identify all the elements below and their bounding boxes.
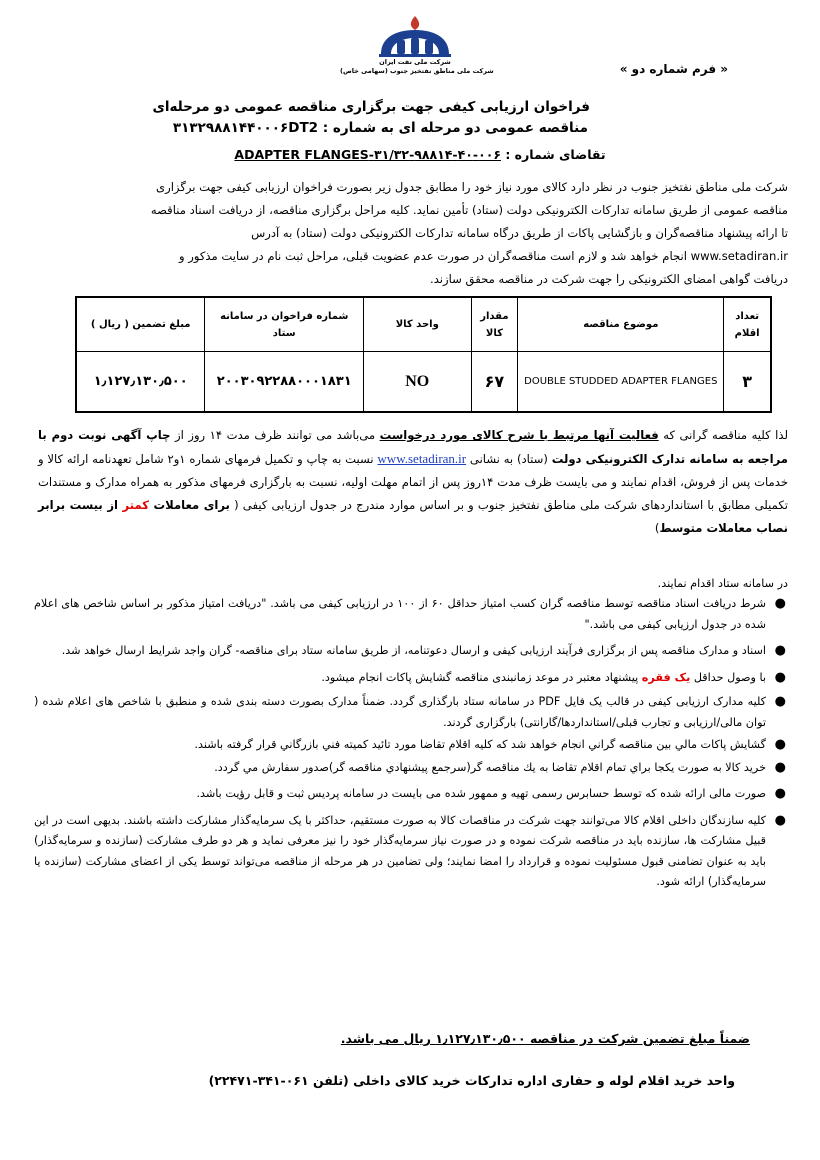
list-item-text: کلیه سازندگان داخلی اقلام کالا می‌توانند جهت شرکت در مناقصات کالا به صورت مستقیم، حداکثر با یک سرمایه‌گذار مشارکت داشته باشند. بدیهی است در این قبیل مشارکت ها، سازنده باید در مناقصه شرکت نموده و در صورت نیاز سرمایه‌گذار خود را نیز معرفی نماید و هر دو طرف مشارکت (سازنده و سرمایه‌گذار) باید به عنوان تضامنی قبول مسئولیت نموده و قرارداد را امضا نمایند؛ ولی تضامین در هر مرحله از مناقصه می‌تواند توسط یکی از اعضای مشارکت (سازنده یا سرمایه‌گذار) ارائه شود. <box>34 813 766 888</box>
bullet-icon: ● <box>774 596 786 611</box>
para-text: لذا کلیه مناقصه گرانی که <box>658 428 788 442</box>
col-qty-header: مقدار کالا <box>471 297 518 352</box>
page-title: فراخوان ارزیابی کیفی جهت برگزاری مناقصه عمومی دو مرحله‌ای <box>152 99 590 115</box>
col-call-header: شماره فراخوان در سامانه ستاد <box>205 297 364 352</box>
intro-line: www.setadiran.ir انجام خواهد شد و لازم است مناقصه‌گران در صورت عدم عضویت قبلی، مراحل ثبت نام در سایت مذکور و <box>178 249 788 263</box>
list-item-text: کلیه مدارک ارزیابی کیفی در قالب یک فایل PDF در سامانه ستاد بارگذاری گردد. ضمناً مدارک بصورت دسته بندی شده و منطبق با شاخص های اعلام شده ( توان مالی/ارزیابی و تجارب قبلی/استانداردها/گارانتی) بارگزاری گردند. <box>34 695 766 729</box>
instructions-paragraph <box>38 424 788 540</box>
cell-subject: DOUBLE STUDDED ADAPTER FLANGES <box>518 352 724 413</box>
company-name-line1: شرکت ملی نفت ایران <box>379 58 451 66</box>
list-item-red: یک فقره <box>641 670 691 684</box>
request-number: ۰۰۶-۴۰-۹۸۸۱۴-۳۱/۳۲-ADAPTER FLANGES <box>234 147 501 162</box>
list-item <box>34 811 786 893</box>
bullet-icon: ● <box>774 737 786 752</box>
footer-unit: واحد خرید اقلام لوله و حفاری اداره تدارکات خرید کالای داخلی (تلفن ۰۶۱-۳۴۱-۲۲۴۷۱) <box>208 1073 735 1088</box>
company-logo <box>340 14 494 76</box>
para-bold: از بیست برابر نصاب معاملات متوسط <box>38 498 788 535</box>
intro-line: تا ارائه پیشنهاد مناقصه‌گران و بازگشایی پاکات از طریق درگاه سامانه تدارکات الکترونیکی دولت (ستاد) به آدرس <box>251 226 788 240</box>
list-item-text: شرط دریافت اسناد مناقصه توسط مناقصه گران کسب امتیاز حداقل ۶۰ از ۱۰۰ در ارزیابی کیفی می باشد. "دریافت امتیاز مذکور بر اساس شاخص های اعلام شده در جدول ارزیابی کیفی می باشد." <box>34 597 766 631</box>
form-number: « فرم شماره دو » <box>619 62 728 76</box>
list-item <box>34 594 786 635</box>
list-item-text: صورت مالی ارائه شده که توسط حسابرس رسمی تهیه و ممهور شده می بایست در سامانه پردیس ثبت و قابل رؤیت باشد. <box>196 787 766 800</box>
bullet-icon: ● <box>774 669 786 685</box>
tender-table <box>75 296 772 413</box>
bullet-icon: ● <box>774 759 786 775</box>
cell-qty: ۶۷ <box>471 352 518 413</box>
col-unit-header: واحد کالا <box>364 297 472 352</box>
tender-number: ۳۱۳۲۹۸۸۱۴۴۰۰۰۶DT2 <box>172 120 319 136</box>
guarantee-note: ضمناً مبلغ تضمین شرکت در مناقصه ۱٫۱۲۷٫۱۳۰٫۵۰۰ ریال می باشد. <box>340 1031 750 1046</box>
list-item-text: خريد كالا به صورت يكجا براي تمام اقلام تقاضا به يك مناقصه گر(سرجمع پيشنهادي مناقصه گر)صدور سفارش مي گردد. <box>214 760 766 774</box>
table-row <box>76 352 771 413</box>
cell-call-number: ۲۰۰۳۰۹۲۲۸۸۰۰۰۱۸۳۱ <box>205 352 364 413</box>
list-item-text: گشايش پاكات مالي بين مناقصه گراني انجام خواهد شد كه كليه اقلام تقاضا مورد تائيد كميته فني بازرگاني قرار گرفته باشند. <box>194 738 766 751</box>
list-item <box>34 692 786 733</box>
nioc-logo-icon <box>373 14 457 58</box>
list-item-text: پیشنهاد معتبر در موعد زمانبندی مناقصه گشایش پاکات انجام میشود. <box>321 670 642 684</box>
para-red: کمتر <box>122 498 149 512</box>
para-text: می‌باشد می توانند ظرف مدت ۱۴ روز از <box>170 428 380 442</box>
bullet-icon: ● <box>774 643 786 658</box>
list-item <box>34 758 786 779</box>
company-name-line2: شرکت ملی مناطق نفتخیز جنوب (سهامی خاص) <box>340 67 494 75</box>
tender-number-label: مناقصه عمومی دو مرحله ای به شماره : <box>318 120 588 136</box>
setad-link[interactable]: www.setadiran.ir <box>377 451 467 466</box>
intro-line: دریافت گواهی امضای الکترونیکی را جهت شرکت در مناقصه محقق سازند. <box>430 272 788 286</box>
list-item <box>34 641 786 662</box>
intro-line: شرکت ملی مناطق نفتخیز جنوب در نظر دارد کالای مورد نیاز خود را مطابق جدول زیر بصورت فراخوان ارزیابی کیفی جهت برگزاری <box>156 180 788 194</box>
para-underlined: فعالیت آنها مرتبط با شرح کالای مورد درخواست <box>379 428 659 442</box>
list-item-text: با وصول حداقل <box>690 670 766 684</box>
intro-line: مناقصه عمومی از طریق سامانه تدارکات الکترونیکی دولت (ستاد) تأمین نماید. کلیه مراحل برگزاری مناقصه، از دریافت اسناد مناقصه <box>150 203 788 217</box>
request-number-label: تقاضای شماره : <box>500 147 606 162</box>
list-item <box>34 668 786 689</box>
list-item-text: اسناد و مدارک مناقصه پس از برگزاری فرآیند ارزیابی کیفی و ارسال دعوتنامه، از طریق سامانه ستاد برای مناقصه- گران واجد شرایط ارسال خواهد شد. <box>61 644 766 657</box>
submit-note: در سامانه ستاد اقدام نمایند. <box>657 577 788 590</box>
col-amount-header: مبلغ تضمین ( ریال ) <box>76 297 205 352</box>
list-item <box>34 784 786 805</box>
request-number-line <box>210 147 630 162</box>
col-subject-header: موضوع مناقصه <box>518 297 724 352</box>
para-bold: چاپ آگهی نوبت دوم با مراجعه به سامانه تدارک الکترونیکی دولت <box>38 428 788 466</box>
table-header-row <box>76 297 771 352</box>
intro-paragraph <box>33 176 788 291</box>
para-bold: برای معاملات <box>148 498 230 512</box>
bullet-icon: ● <box>774 694 786 709</box>
cell-count: ۳ <box>724 352 771 413</box>
cell-unit: NO <box>364 352 472 413</box>
list-item <box>34 735 786 756</box>
cell-amount: ۱٫۱۲۷٫۱۳۰٫۵۰۰ <box>76 352 205 413</box>
col-count-header: تعداد اقلام <box>724 297 771 352</box>
para-text: (ستاد) به نشانی <box>466 452 552 466</box>
para-text: ) <box>654 521 660 535</box>
tender-number-line <box>172 120 588 136</box>
para-text: نسبت به چاپ و تکمیل فرمهای شماره ۱و۲ شامل تعهدنامه ارائه کالا و خدمات پس از فروش، اقدام نمایند و می بایست ظرف مدت ۱۴روز پس از اتمام مهلت اولیه، نسبت به بارگزاری فرمهای مذکور به همراه مدارک و مستندات تکمیلی مطابق با استانداردهای شرکت ملی مناطق نفتخیز جنوب و بر اساس موارد مندرج در جدول ارزیابی کیفی ( <box>38 452 788 512</box>
conditions-list <box>34 594 788 893</box>
bullet-icon: ● <box>774 812 786 828</box>
bullet-icon: ● <box>774 786 786 801</box>
